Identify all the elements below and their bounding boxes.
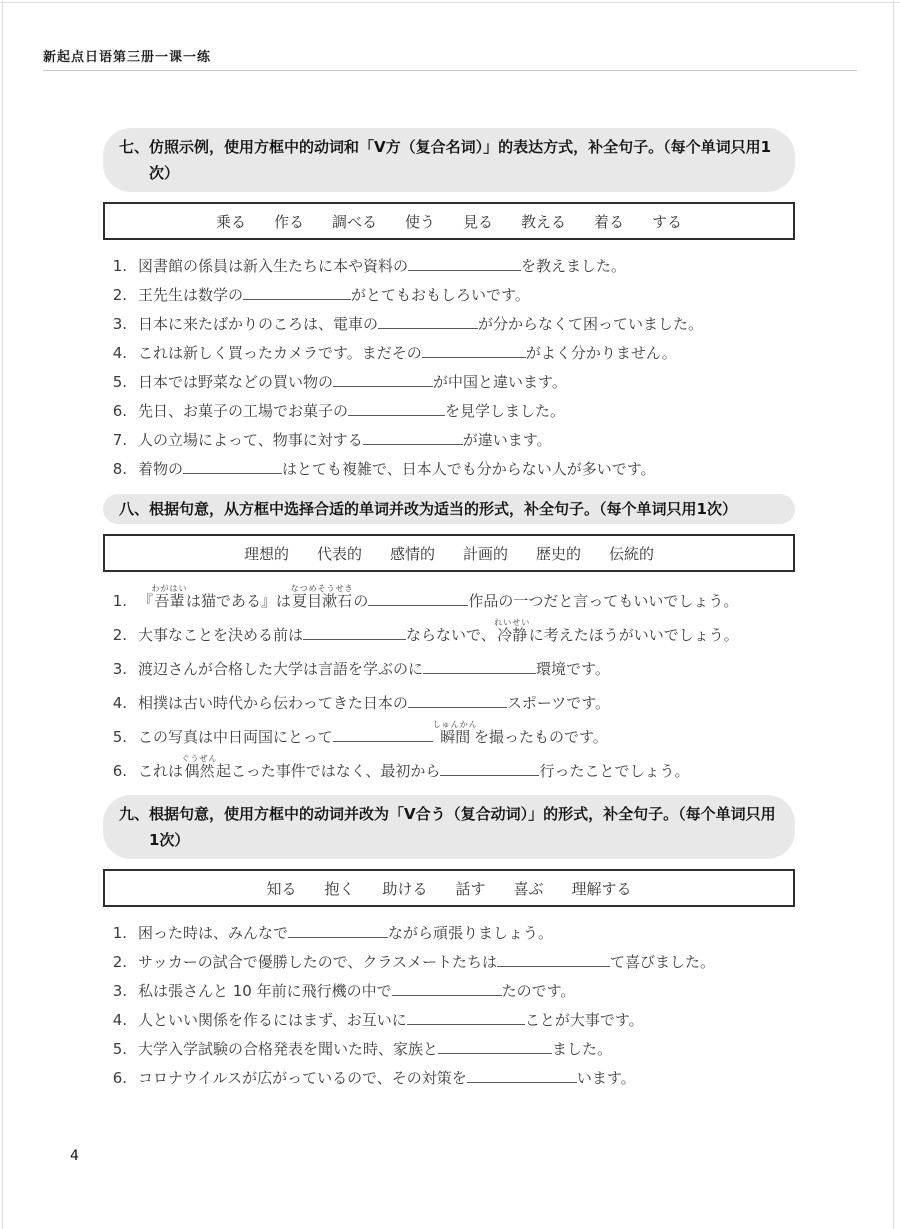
word-option: 理想的 — [243, 544, 289, 563]
sentence-text: 渡辺さんが合格した大学は言語を学ぶのに 環境です。 — [138, 660, 610, 678]
sentence-number: 3. — [112, 982, 127, 1000]
word-option: 乗る — [215, 212, 246, 231]
answer-blank — [408, 695, 507, 708]
page-number: 4 — [70, 1148, 79, 1164]
word-option: 調べる — [331, 212, 377, 231]
section-8-heading: 八、根据句意，从方框中选择合适的单词并改为适当的形式，补全句子。（每个单词只用1次） — [103, 494, 795, 524]
word-option: 着る — [594, 212, 625, 231]
exercise-sentence — [103, 977, 795, 1006]
sentence-number: 6. — [112, 762, 127, 780]
answer-blank — [423, 661, 536, 674]
sentence-number: 4. — [112, 344, 127, 362]
sentence-text: サッカーの試合で優勝したので、クラスメートたちは て喜びました。 — [138, 953, 715, 971]
answer-blank — [497, 954, 610, 967]
exercise-sentence — [103, 754, 795, 788]
answer-blank — [243, 287, 351, 300]
exercise-sentence — [103, 397, 795, 426]
section-7-sentences — [103, 252, 795, 484]
sentence-text: 日本に来たばかりのころは、電車の が分からなくて困っていました。 — [138, 315, 704, 333]
book-title: 新起点日语第三册一课一练 — [43, 50, 212, 65]
scan-edge-left — [2, 0, 3, 1229]
word-option: 計画的 — [463, 544, 509, 563]
word-option: 知る — [266, 879, 297, 898]
page-content — [103, 128, 795, 1093]
sentence-number: 1. — [112, 592, 127, 610]
exercise-sentence — [103, 686, 795, 720]
answer-blank — [378, 316, 478, 329]
section-8-sentences — [103, 584, 795, 788]
sentence-text: 人といい関係を作るにはまず、お互いに ことが大事です。 — [138, 1011, 644, 1029]
exercise-sentence — [103, 919, 795, 948]
answer-blank — [333, 374, 433, 387]
sentence-text: 人の立場によって、物事に対する が違います。 — [138, 431, 552, 449]
sentence-text: 私は張さんと 10 年前に飛行機の中で たのです。 — [138, 982, 576, 1000]
furigana-word: 偶然ぐうぜん — [181, 754, 218, 780]
furigana-word: 吾輩わがはい — [151, 584, 188, 610]
answer-blank — [407, 1012, 525, 1025]
sentence-text: 王先生は数学の がとてもおもしろいです。 — [138, 286, 530, 304]
furigana-word: 瞬間しゅんかん — [432, 720, 478, 746]
answer-blank — [303, 627, 406, 640]
sentence-text: コロナウイルスが広がっているので、その対策を います。 — [138, 1069, 636, 1087]
sentence-number: 4. — [112, 1011, 127, 1029]
word-option: 教える — [521, 212, 567, 231]
word-bank-8 — [103, 534, 795, 572]
word-option: 喜ぶ — [513, 879, 544, 898]
word-option: 伝統的 — [609, 544, 655, 563]
section-9 — [103, 795, 795, 1093]
word-option: 感情的 — [389, 544, 435, 563]
word-bank-9 — [103, 869, 795, 907]
exercise-sentence — [103, 310, 795, 339]
section-9-sentences — [103, 919, 795, 1093]
sentence-text: 『吾輩わがはいは猫である』は夏目漱石なつめそうせきの 作品の一つだと言ってもいいでしょう。 — [138, 584, 739, 610]
furigana-word: 夏目漱石なつめそうせき — [290, 584, 354, 610]
exercise-sentence — [103, 720, 795, 754]
section-7-heading: 七、仿照示例，使用方框中的动词和「V方（复合名词）」的表达方式，补全句子。（每个单词只用1次） — [103, 128, 795, 192]
word-option: 作る — [273, 212, 304, 231]
sentence-text: 困った時は、みんなで ながら頑張りましょう。 — [138, 924, 554, 942]
sentence-number: 1. — [112, 257, 127, 275]
answer-blank — [467, 1070, 577, 1083]
sentence-number: 5. — [112, 1040, 127, 1058]
exercise-sentence — [103, 1035, 795, 1064]
sentence-text: 日本では野菜などの買い物の が中国と違います。 — [138, 373, 567, 391]
sentence-number: 4. — [112, 694, 127, 712]
word-option: 助ける — [382, 879, 428, 898]
sentence-number: 5. — [112, 728, 127, 746]
word-option: 使う — [404, 212, 435, 231]
answer-blank — [183, 461, 282, 474]
answer-blank — [288, 925, 388, 938]
word-option: 代表的 — [316, 544, 362, 563]
sentence-number: 1. — [112, 924, 127, 942]
sentence-text: 着物の はとても複雑で、日本人でも分からない人が多いです。 — [138, 460, 656, 478]
sentence-text: この写真は中日両国にとって 瞬間しゅんかんを撮ったものです。 — [138, 720, 608, 746]
exercise-sentence — [103, 252, 795, 281]
exercise-sentence — [103, 1064, 795, 1093]
sentence-text: 先日、お菓子の工場でお菓子の を見学しました。 — [138, 402, 566, 420]
sentence-text: 図書館の係員は新入生たちに本や資料の を教えました。 — [138, 257, 627, 275]
word-option: 理解する — [571, 879, 632, 898]
sentence-text: これは新しく買ったカメラです。まだその がよく分かりません。 — [138, 344, 677, 362]
scan-edge-right — [893, 0, 894, 1229]
furigana-word: 冷静れいせい — [494, 618, 531, 644]
answer-blank — [408, 258, 521, 271]
exercise-sentence — [103, 455, 795, 484]
sentence-text: 大学入学試験の合格発表を聞いた時、家族と ました。 — [138, 1040, 613, 1058]
sentence-number: 6. — [112, 1069, 127, 1087]
word-option: 見る — [463, 212, 494, 231]
exercise-sentence — [103, 1006, 795, 1035]
exercise-sentence — [103, 652, 795, 686]
section-8 — [103, 494, 795, 788]
sentence-number: 3. — [112, 315, 127, 333]
sentence-number: 3. — [112, 660, 127, 678]
answer-blank — [438, 1041, 552, 1054]
sentence-number: 6. — [112, 402, 127, 420]
exercise-sentence — [103, 948, 795, 977]
page-header — [43, 46, 857, 71]
sentence-number: 2. — [112, 953, 127, 971]
sentence-number: 2. — [112, 626, 127, 644]
sentence-number: 7. — [112, 431, 127, 449]
word-option: 話す — [455, 879, 486, 898]
answer-blank — [368, 593, 468, 606]
sentence-text: 大事なことを決める前は ならないで、冷静れいせいに考えたほうがいいでしょう。 — [138, 618, 739, 644]
answer-blank — [422, 345, 526, 358]
answer-blank — [348, 403, 445, 416]
exercise-sentence — [103, 618, 795, 652]
exercise-sentence — [103, 339, 795, 368]
scan-edge-top — [0, 2, 900, 3]
sentence-number: 5. — [112, 373, 127, 391]
exercise-sentence — [103, 368, 795, 397]
exercise-sentence — [103, 281, 795, 310]
exercise-sentence — [103, 426, 795, 455]
exercise-sentence — [103, 584, 795, 618]
word-option: 抱く — [324, 879, 355, 898]
sentence-text: 相撲は古い時代から伝わってきた日本の スポーツです。 — [138, 694, 611, 712]
sentence-number: 8. — [112, 460, 127, 478]
section-9-heading: 九、根据句意，使用方框中的动词并改为「V合う（复合动词）」的形式，补全句子。（每个单词只用1次） — [103, 795, 795, 859]
section-7 — [103, 128, 795, 484]
word-option: 歴史的 — [536, 544, 582, 563]
answer-blank — [440, 763, 539, 776]
answer-blank — [363, 432, 463, 445]
word-option: する — [652, 212, 683, 231]
answer-blank — [392, 983, 502, 996]
word-bank-7 — [103, 202, 795, 240]
sentence-number: 2. — [112, 286, 127, 304]
answer-blank — [333, 729, 433, 742]
sentence-text: これは偶然ぐうぜん起こった事件ではなく、最初から 行ったことでしょう。 — [138, 754, 690, 780]
